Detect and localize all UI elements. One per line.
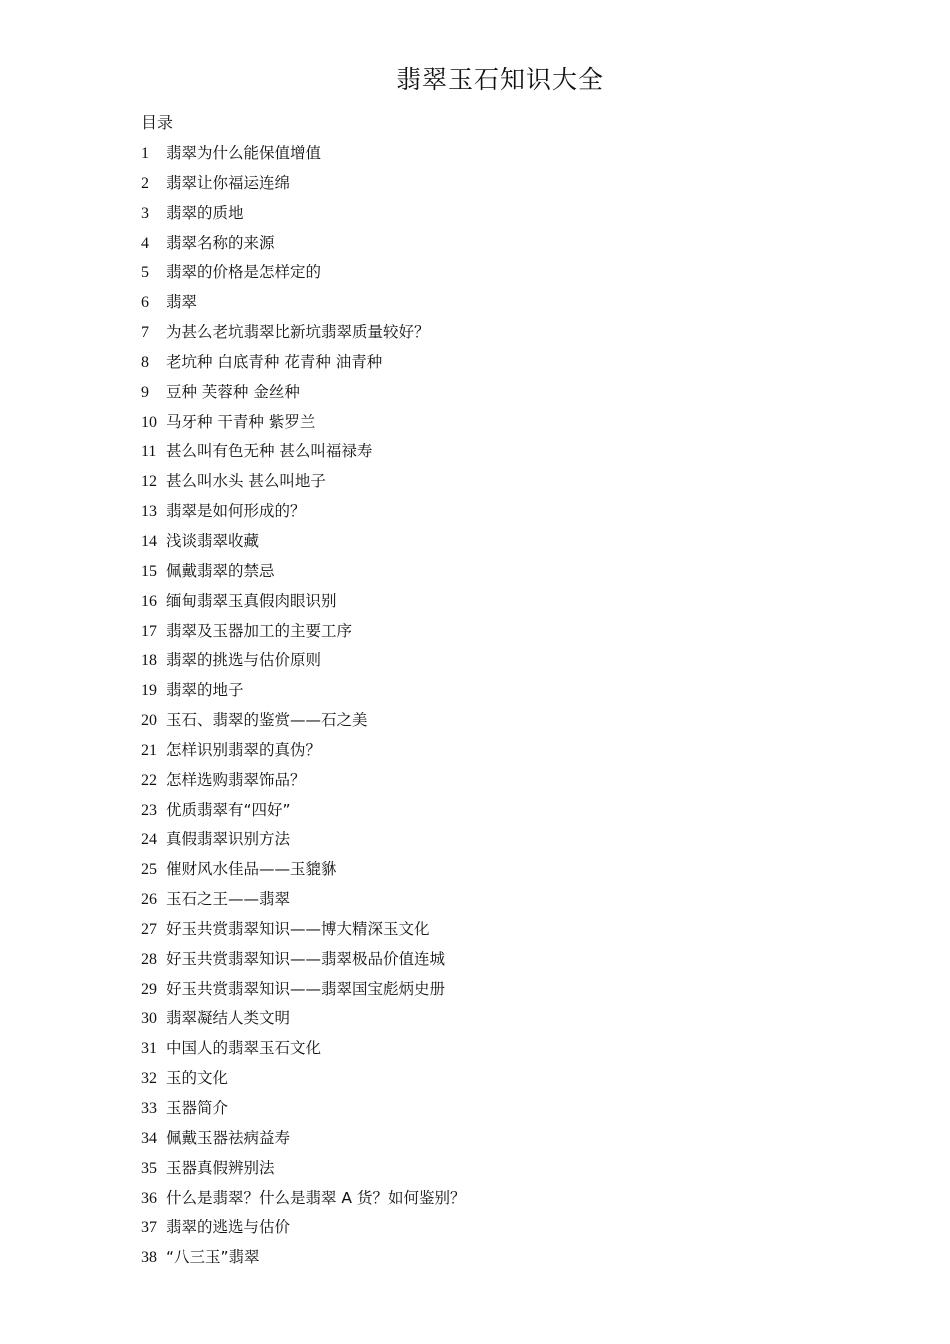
toc-item-number: 15 bbox=[141, 562, 157, 580]
toc-item-text: 玉器真假辨别法 bbox=[166, 1158, 275, 1177]
toc-item-text: 老坑种 白底青种 花青种 油青种 bbox=[166, 352, 383, 371]
toc-item-text: 甚么叫水头 甚么叫地子 bbox=[166, 472, 326, 491]
toc-item[interactable] bbox=[141, 1245, 465, 1275]
toc-item[interactable] bbox=[141, 350, 465, 380]
toc-item[interactable] bbox=[141, 141, 465, 171]
toc-item[interactable] bbox=[141, 1126, 465, 1156]
toc-item-number: 11 bbox=[141, 443, 157, 461]
toc-item-number: 23 bbox=[141, 801, 157, 819]
toc-item-number: 22 bbox=[141, 771, 157, 789]
toc-item[interactable] bbox=[141, 798, 465, 828]
toc-item[interactable] bbox=[141, 1036, 465, 1066]
toc-item-text: 中国人的翡翠玉石文化 bbox=[166, 1039, 322, 1058]
toc-item[interactable] bbox=[141, 380, 465, 410]
toc-item[interactable] bbox=[141, 410, 465, 440]
toc-item[interactable] bbox=[141, 1006, 465, 1036]
toc-item[interactable] bbox=[141, 1186, 465, 1216]
toc-item-number: 33 bbox=[141, 1100, 157, 1117]
toc-item-text: 翡翠让你福运连绵 bbox=[166, 173, 291, 192]
toc-item-number: 24 bbox=[141, 831, 157, 849]
toc-item-number: 34 bbox=[141, 1129, 157, 1147]
toc-item-text: 翡翠 bbox=[166, 293, 198, 312]
toc-item-text: 好玉共赏翡翠知识——翡翠国宝彪炳史册 bbox=[166, 979, 446, 998]
toc-item-number: 8 bbox=[141, 353, 149, 371]
toc-item-number: 27 bbox=[141, 920, 157, 938]
toc-item[interactable] bbox=[141, 290, 465, 320]
toc-item-number: 35 bbox=[141, 1159, 157, 1177]
toc-item[interactable] bbox=[141, 260, 465, 290]
toc-item[interactable] bbox=[141, 559, 465, 589]
toc-item[interactable] bbox=[141, 320, 465, 350]
toc-item-text: 翡翠及玉器加工的主要工序 bbox=[166, 621, 353, 640]
toc-item-text: 好玉共赏翡翠知识——翡翠极品价值连城 bbox=[166, 949, 446, 968]
toc-item-text: 缅甸翡翠玉真假肉眼识别 bbox=[166, 591, 337, 610]
toc-item-number: 29 bbox=[141, 980, 157, 998]
toc-item[interactable] bbox=[141, 738, 465, 768]
toc-item[interactable] bbox=[141, 648, 465, 678]
toc-item-text: 怎样识别翡翠的真伪？ bbox=[166, 740, 322, 759]
toc-item[interactable] bbox=[141, 977, 465, 1007]
toc-item-number: 4 bbox=[141, 234, 149, 252]
toc-item-text: 浅谈翡翠收藏 bbox=[166, 531, 260, 550]
toc-item-number: 12 bbox=[141, 473, 157, 491]
toc-item-text: 翡翠的地子 bbox=[166, 681, 244, 700]
toc-item[interactable] bbox=[141, 201, 465, 231]
toc-item[interactable] bbox=[141, 768, 465, 798]
toc-item-number: 31 bbox=[141, 1040, 157, 1058]
toc-item-number: 38 bbox=[141, 1249, 157, 1267]
toc-item-number: 10 bbox=[141, 413, 157, 431]
toc-item[interactable] bbox=[141, 678, 465, 708]
toc-item-text: 翡翠凝结人类文明 bbox=[166, 1009, 291, 1028]
toc-item[interactable] bbox=[141, 827, 465, 857]
page-title: 翡翠玉石知识大全 bbox=[395, 65, 604, 94]
toc-item-number: 6 bbox=[141, 294, 149, 312]
toc-item-text: 什么是翡翠？什么是翡翠 A 货？如何鉴别？ bbox=[166, 1188, 466, 1207]
toc-item-text: 翡翠是如何形成的？ bbox=[166, 502, 306, 521]
toc-item[interactable] bbox=[141, 439, 465, 469]
toc-item-number: 16 bbox=[141, 592, 157, 610]
toc-item-text: 豆种 芙蓉种 金丝种 bbox=[166, 382, 300, 401]
toc-item-number: 9 bbox=[141, 383, 149, 401]
toc-item-number: 13 bbox=[141, 503, 157, 521]
toc-item-text: 为甚么老坑翡翠比新坑翡翠质量较好？ bbox=[166, 323, 430, 342]
toc-item-text: 翡翠的质地 bbox=[166, 203, 244, 222]
toc-item-number: 19 bbox=[141, 682, 157, 700]
toc-item-number: 28 bbox=[141, 950, 157, 968]
toc-item-text: 怎样选购翡翠饰品？ bbox=[166, 770, 306, 789]
toc-item-text: 玉石之王——翡翠 bbox=[166, 890, 291, 909]
toc-item[interactable] bbox=[141, 917, 465, 947]
toc-item-text: 好玉共赏翡翠知识——博大精深玉文化 bbox=[166, 919, 430, 938]
toc-item-number: 26 bbox=[141, 891, 157, 909]
toc-heading: 目录 bbox=[141, 113, 174, 132]
toc-item[interactable] bbox=[141, 1156, 465, 1186]
toc-item-number: 37 bbox=[141, 1219, 157, 1237]
toc-item[interactable] bbox=[141, 619, 465, 649]
toc-item[interactable] bbox=[141, 469, 465, 499]
table-of-contents bbox=[141, 141, 465, 1275]
toc-item-text: 翡翠为什么能保值增值 bbox=[166, 144, 322, 162]
toc-item[interactable] bbox=[141, 947, 465, 977]
toc-item[interactable] bbox=[141, 857, 465, 887]
toc-item[interactable] bbox=[141, 1096, 465, 1126]
toc-item-number: 14 bbox=[141, 532, 157, 550]
toc-item-text: 玉器简介 bbox=[166, 1099, 229, 1117]
toc-item-text: 真假翡翠识别方法 bbox=[166, 830, 291, 849]
toc-item-number: 1 bbox=[141, 145, 149, 162]
toc-item-text: 翡翠的逃选与估价 bbox=[166, 1218, 291, 1237]
toc-item-text: 优质翡翠有“四好” bbox=[166, 800, 291, 819]
toc-item-text: “八三玉”翡翠 bbox=[166, 1248, 260, 1267]
toc-item-number: 2 bbox=[141, 174, 149, 192]
toc-item-text: 马牙种 干青种 紫罗兰 bbox=[166, 412, 316, 431]
toc-item[interactable] bbox=[141, 231, 465, 261]
toc-item-number: 36 bbox=[141, 1189, 157, 1207]
toc-item-number: 30 bbox=[141, 1010, 157, 1028]
toc-item[interactable] bbox=[141, 499, 465, 529]
toc-item-text: 玉石、翡翠的鉴赏——石之美 bbox=[166, 711, 368, 730]
toc-item-number: 21 bbox=[141, 741, 157, 759]
toc-item-number: 17 bbox=[141, 622, 157, 640]
toc-item-text: 翡翠的挑选与估价原则 bbox=[166, 651, 322, 670]
toc-item[interactable] bbox=[141, 708, 465, 738]
toc-item-number: 32 bbox=[141, 1070, 157, 1088]
toc-item-number: 20 bbox=[141, 712, 157, 730]
toc-item-text: 佩戴玉器祛病益寿 bbox=[166, 1128, 291, 1147]
toc-item[interactable] bbox=[141, 1066, 465, 1096]
toc-item-text: 催财风水佳品——玉貔貅 bbox=[166, 860, 337, 879]
toc-item-text: 玉的文化 bbox=[166, 1069, 229, 1088]
toc-item[interactable] bbox=[141, 1215, 465, 1245]
toc-item[interactable] bbox=[141, 171, 465, 201]
toc-item-text: 甚么叫有色无种 甚么叫福禄寿 bbox=[166, 442, 373, 461]
toc-item-number: 18 bbox=[141, 652, 157, 670]
toc-item[interactable] bbox=[141, 887, 465, 917]
toc-item-number: 25 bbox=[141, 861, 157, 879]
toc-item-text: 翡翠的价格是怎样定的 bbox=[166, 263, 322, 282]
toc-item-text: 佩戴翡翠的禁忌 bbox=[166, 561, 275, 580]
toc-item-number: 5 bbox=[141, 264, 149, 282]
toc-item-number: 3 bbox=[141, 204, 149, 222]
toc-item[interactable] bbox=[141, 589, 465, 619]
toc-item-text: 翡翠名称的来源 bbox=[166, 233, 275, 252]
toc-item-number: 7 bbox=[141, 324, 149, 342]
toc-item[interactable] bbox=[141, 529, 465, 559]
